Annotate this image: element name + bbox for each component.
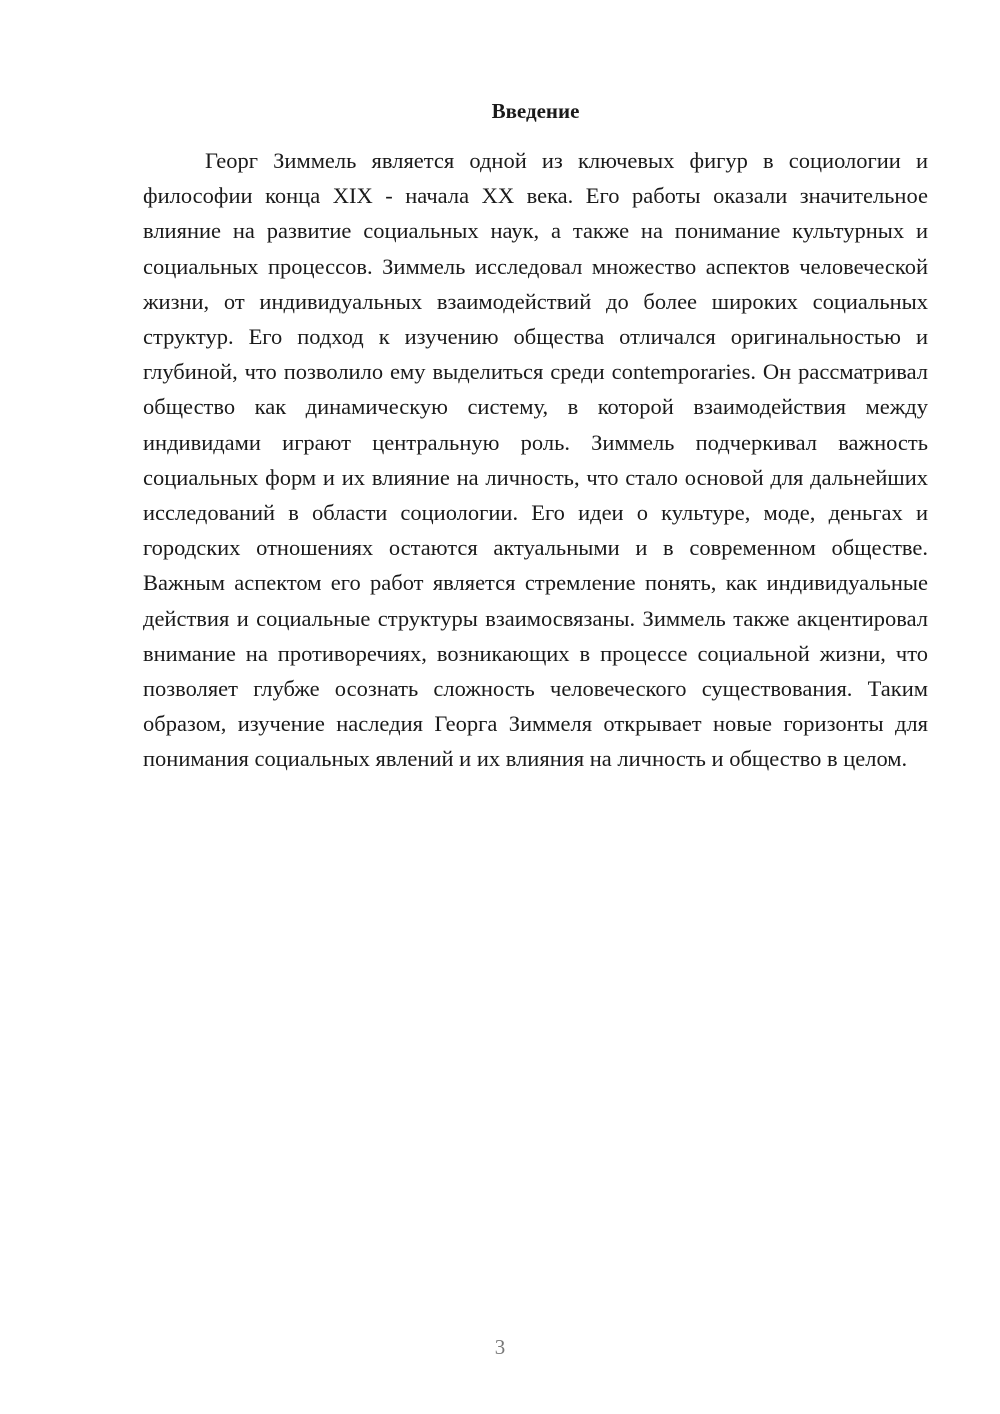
section-heading: Введение — [491, 99, 580, 123]
page-number: 3 — [494, 1335, 506, 1359]
body-paragraph: Георг Зиммель является одной из ключевых фигур в социологии и философии конца XIX - начала XX века. Его работы оказали значительное влияние на развитие социальных наук, а также на понимание культурных и социальных процессов. Зиммель исследовал множество аспектов человеческой жизни, от индивидуальных взаимодействий до более широких социальных структур. Его подход к изучению общества отличался оригинальностью и глубиной, что позволило ему выделиться среди contemporaries. Он рассматривал общество как динамическую систему, в которой взаимодействия между индивидами играют центральную роль. Зиммель подчеркивал важность социальных форм и их влияние на личность, что стало основой для дальнейших исследований в области социологии. Его идеи о культуре, моде, деньгах и городских отношениях остаются актуальными и в современном обществе. Важным аспектом его работ является стремление понять, как индивидуальные действия и социальные структуры взаимосвязаны. Зиммель также акцентировал внимание на противоречиях, возникающих в процессе социальной жизни, что позволяет глубже осознать сложность человеческого существования. Таким образом, изучение наследия Георга Зиммеля открывает новые горизонты для понимания социальных явлений и их влияния на личность и общество в целом. — [143, 148, 928, 772]
